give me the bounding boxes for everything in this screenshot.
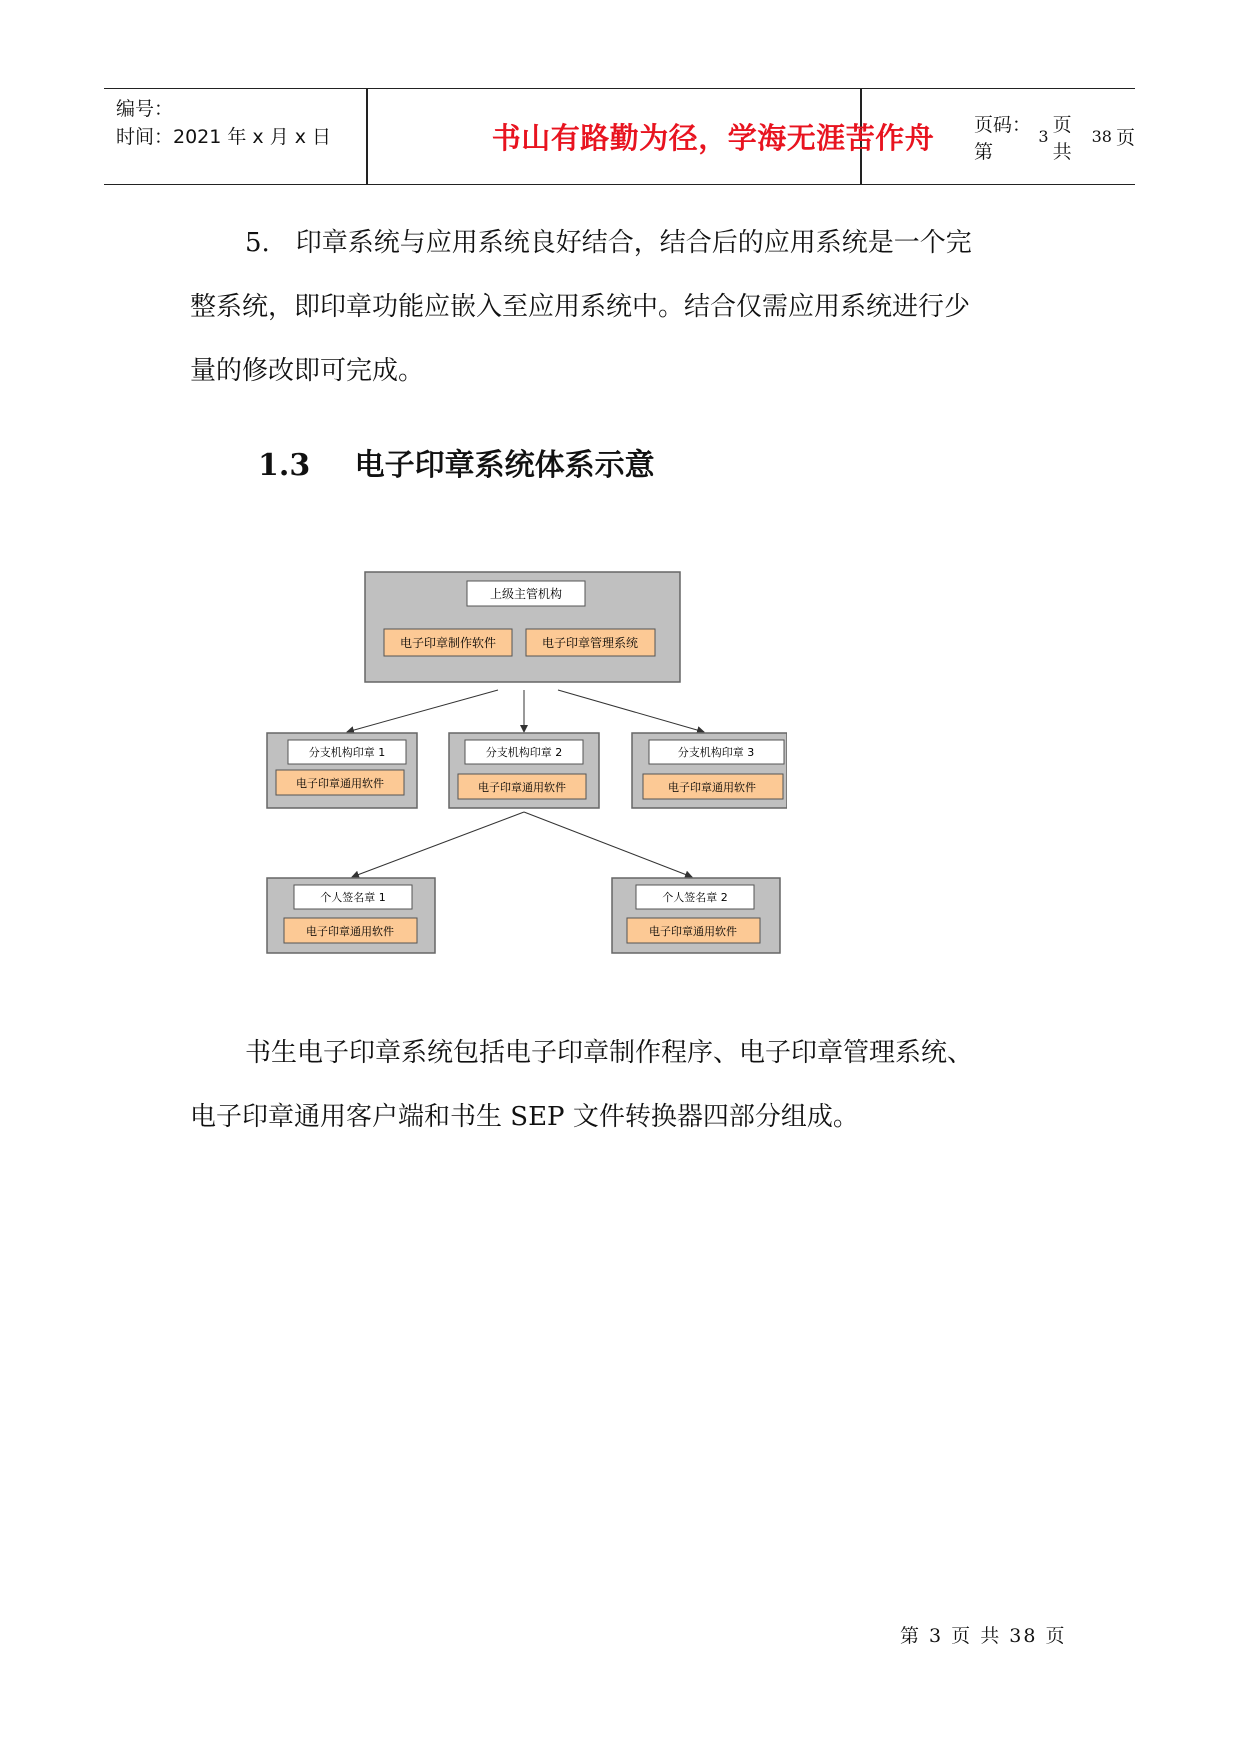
page-current: 3 bbox=[1038, 127, 1049, 146]
top-make-software: 电子印章制作软件 bbox=[399, 636, 497, 650]
branch-box-2 bbox=[449, 733, 599, 808]
page-footer: 第 3 页 共 38 页 bbox=[900, 1625, 1067, 1647]
branch-title: 分支机构印章 2 bbox=[485, 746, 563, 759]
personal-software: 电子印章通用软件 bbox=[306, 925, 394, 938]
branch-software: 电子印章通用软件 bbox=[668, 781, 756, 794]
top-org-title: 上级主管机构 bbox=[489, 587, 563, 601]
branch-title: 分支机构印章 1 bbox=[308, 746, 386, 759]
paragraph-line: 量的修改即可完成。 bbox=[190, 356, 425, 386]
personal-seal-box-2 bbox=[612, 878, 780, 953]
paragraph-line: 电子印章通用客户端和书生 SEP 文件转换器四部分组成。 bbox=[190, 1102, 859, 1132]
paragraph-components bbox=[190, 1021, 1070, 1149]
branch-box-1 bbox=[267, 733, 417, 808]
page-suffix: 页 bbox=[1115, 127, 1135, 149]
section-heading bbox=[258, 440, 655, 484]
branch-title: 分支机构印章 3 bbox=[677, 746, 755, 759]
page-header bbox=[104, 88, 1135, 185]
personal-software: 电子印章通用软件 bbox=[649, 925, 737, 938]
personal-seal-box-1 bbox=[267, 878, 435, 953]
personal-title: 个人签名章 1 bbox=[320, 891, 386, 904]
top-org-box bbox=[365, 572, 680, 682]
doc-time-label: 时间：2021 年 x 月 x 日 bbox=[116, 126, 332, 148]
page-prefix: 页码：第 bbox=[974, 113, 1032, 163]
branch-software: 电子印章通用软件 bbox=[478, 781, 566, 794]
top-manage-software: 电子印章管理系统 bbox=[541, 636, 639, 650]
paragraph-line: 书生电子印章系统包括电子印章制作程序、电子印章管理系统、 bbox=[245, 1038, 974, 1068]
paragraph-line: 5. 印章系统与应用系统良好结合，结合后的应用系统是一个完 bbox=[245, 228, 972, 258]
doc-number-label: 编号： bbox=[116, 98, 174, 120]
header-motto: 书山有路勤为径，学海无涯苦作舟 bbox=[491, 121, 935, 155]
section-title: 电子印章系统体系示意 bbox=[354, 448, 655, 483]
personal-title: 个人签名章 2 bbox=[662, 891, 728, 904]
paragraph-integration bbox=[190, 211, 1070, 403]
page-mid: 页 共 bbox=[1052, 113, 1072, 163]
header-divider bbox=[366, 89, 368, 184]
branch-box-3 bbox=[632, 733, 787, 808]
header-meta bbox=[116, 95, 331, 151]
arrow bbox=[352, 812, 524, 877]
arrow bbox=[558, 690, 704, 732]
arrow bbox=[347, 690, 498, 732]
arrow bbox=[524, 812, 692, 877]
paragraph-line: 整系统，即印章功能应嵌入至应用系统中。结合仅需应用系统进行少 bbox=[190, 292, 971, 322]
section-number: 1.3 bbox=[258, 448, 311, 483]
page-total: 38 bbox=[1091, 127, 1112, 146]
branch-software: 电子印章通用软件 bbox=[296, 777, 384, 790]
seal-system-diagram bbox=[262, 568, 787, 963]
header-page-info bbox=[974, 89, 1135, 184]
